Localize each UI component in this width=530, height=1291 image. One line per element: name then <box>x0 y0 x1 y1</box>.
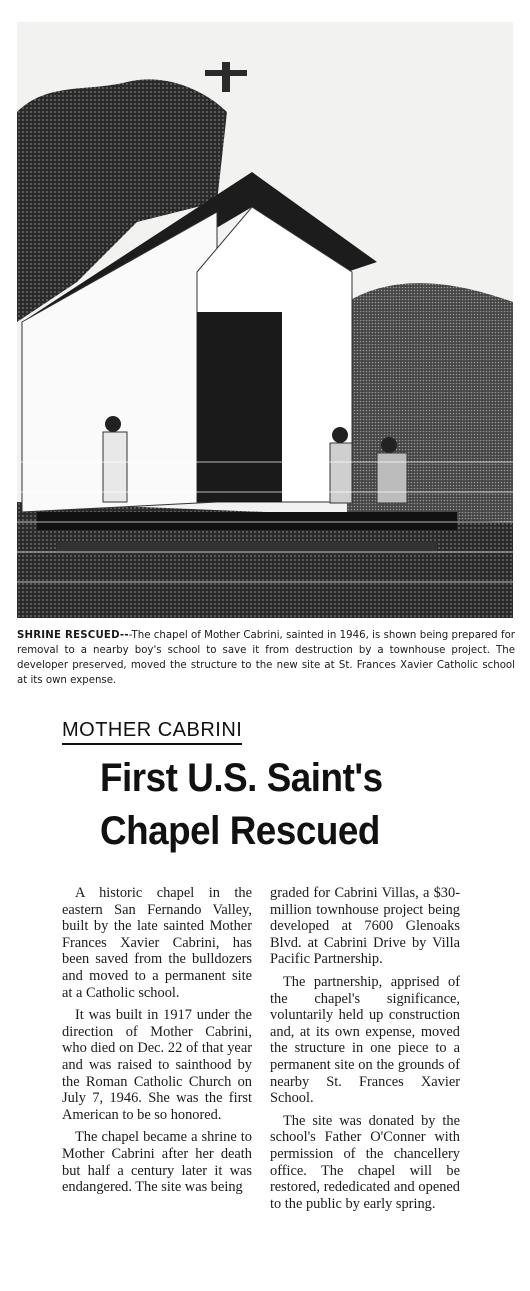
paragraph: It was built in 1917 under the direction of Mother Cabrini, who died on Dec. 22 of that year and was raised to sainthood by the Roman Catholic Church on July 7, 1946. She was the first American to be so honored. <box>62 1007 252 1123</box>
paragraph: A historic chapel in the eastern San Fernando Valley, built by the late sainted Mother Frances Xavier Cabrini, has been saved from the bulldozers and moved to a permanent site at a Catholic school. <box>62 885 252 1001</box>
headline-line-2: Chapel Rescued <box>100 809 380 853</box>
caption-lead: SHRINE RESCUED-- <box>17 630 129 641</box>
newspaper-photo <box>17 22 513 618</box>
article-column-left <box>62 885 252 1202</box>
paragraph: The chapel became a shrine to Mother Cabrini after her death but half a century later it was endangered. The site was being <box>62 1129 252 1196</box>
paragraph: The site was donated by the school's Father O'Conner with permission of the chancellery office. The chapel will be restored, rededicated and opened to the public by early spring. <box>270 1112 460 1212</box>
headline-line-1: First U.S. Saint's <box>100 756 383 800</box>
headline <box>100 752 404 858</box>
paragraph: The partnership, apprised of the chapel's significance, voluntarily held up construction and, at its own expense, moved the structure in one piece to a permanent site on the grounds of nearby St. Frances Xavier School. <box>270 973 460 1107</box>
paragraph: graded for Cabrini Villas, a $30-million townhouse project being developed at 7600 Glenoaks Blvd. at Cabrini Drive by Villa Pacific Partnership. <box>270 885 460 968</box>
photo-caption <box>17 628 515 688</box>
caption-text: -The chapel of Mother Cabrini, sainted in 1946, is shown being prepared for removal to a nearby boy's school to save it from destruction by a townhouse project. The developer preserved, moved the structure to the new site at St. Frances Xavier Catholic school at its own expense. <box>17 630 515 686</box>
article-column-right <box>270 885 460 1218</box>
section-kicker: MOTHER CABRINI <box>62 718 242 745</box>
